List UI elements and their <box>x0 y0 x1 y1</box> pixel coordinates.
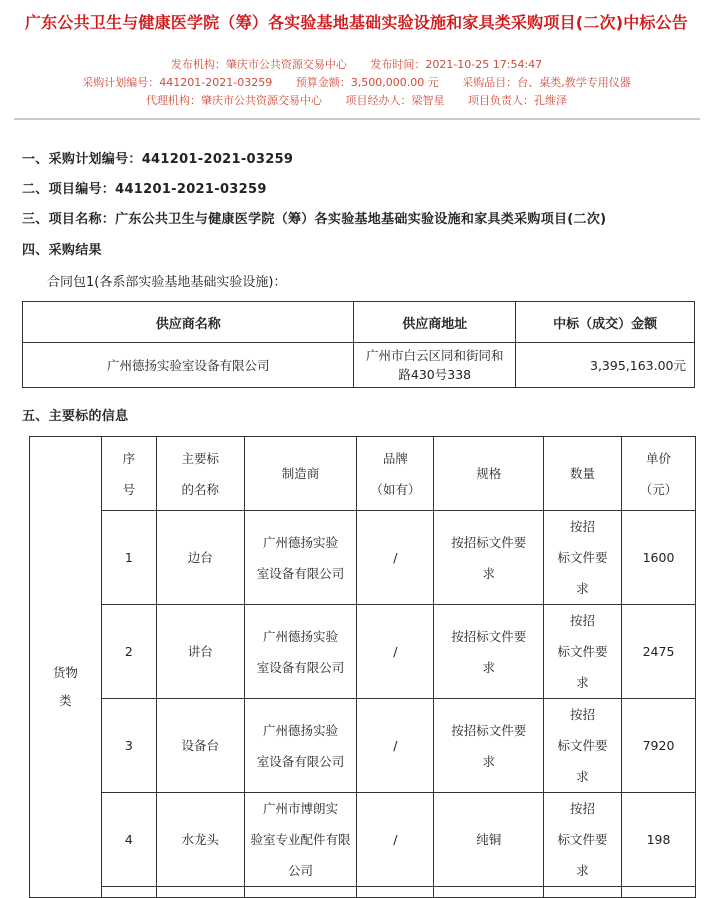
table-row <box>30 511 696 605</box>
items-table <box>29 436 696 898</box>
item-maker: 广州市博朗实 验室专业配件有限 公司 <box>244 793 357 887</box>
result-table-header <box>23 302 695 343</box>
header-qty: 数量 <box>544 437 622 511</box>
item-seq: 4 <box>101 793 156 887</box>
section-plan-number: 一、采购计划编号：441201-2021-03259 <box>22 152 294 167</box>
result-table <box>22 301 695 388</box>
item-brand: / <box>357 793 434 887</box>
category-cell: 货物 类 <box>30 437 102 898</box>
header-price: 单价 （元） <box>622 437 696 511</box>
publisher-text: 发布机构：肇庆市公共资源交易中心 <box>170 58 347 71</box>
header-maker: 制造商 <box>244 437 357 511</box>
section-main-items: 五、主要标的信息 <box>22 409 129 424</box>
section-results: 四、采购结果 <box>22 243 102 258</box>
header-supplier-name: 供应商名称 <box>23 302 354 343</box>
meta-line-agency <box>0 92 713 108</box>
item-qty: 按招 标文件要 求 <box>544 793 622 887</box>
section-project-name: 三、项目名称：广东公共卫生与健康医学院（筹）各实验基地基础实验设施和家具类采购项目(二次) <box>22 212 607 227</box>
item-spec: 按招标文件要 求 <box>434 699 544 793</box>
item-price: 198 <box>622 793 696 887</box>
table-row <box>30 699 696 793</box>
contract-package-label: 合同包1(各系部实验基地基础实验设施)： <box>47 275 287 290</box>
item-maker: 广州德扬实验 室设备有限公司 <box>244 699 357 793</box>
header-seq: 序 号 <box>101 437 156 511</box>
agency-text: 代理机构：肇庆市公共资源交易中心 <box>146 94 322 107</box>
item-maker: 广州德扬实验 室设备有限公司 <box>244 605 357 699</box>
table-row <box>30 793 696 887</box>
supplier-name: 广州德扬实验室设备有限公司 <box>23 343 354 388</box>
item-qty: 按招 标文件要 求 <box>544 699 622 793</box>
item-price: 1600 <box>622 511 696 605</box>
item-price: 2475 <box>622 605 696 699</box>
header-item-name: 主要标 的名称 <box>156 437 244 511</box>
item-brand: / <box>357 511 434 605</box>
header-amount: 中标（成交）金额 <box>516 302 695 343</box>
header-spec: 规格 <box>434 437 544 511</box>
item-name: 讲台 <box>156 605 244 699</box>
item-name: 水龙头 <box>156 793 244 887</box>
item-name: 边台 <box>156 511 244 605</box>
plan-number-text: 采购计划编号：441201-2021-03259 <box>82 76 273 89</box>
category-text: 采购品目：台、桌类,教学专用仪器 <box>462 76 631 89</box>
meta-line-publish <box>0 56 713 72</box>
item-seq: 2 <box>101 605 156 699</box>
table-row-partial <box>30 887 696 898</box>
item-spec: 按招标文件要 求 <box>434 605 544 699</box>
handler-text: 项目经办人：梁智星 <box>345 94 445 107</box>
item-seq: 1 <box>101 511 156 605</box>
header-brand: 品牌 （如有） <box>357 437 434 511</box>
meta-line-plan <box>0 74 713 90</box>
item-spec: 按招标文件要 求 <box>434 511 544 605</box>
publish-time-text: 发布时间：2021-10-25 17:54:47 <box>370 58 543 71</box>
item-price: 7920 <box>622 699 696 793</box>
page-title: 广东公共卫生与健康医学院（筹）各实验基地基础实验设施和家具类采购项目(二次)中标公告 <box>24 13 689 32</box>
item-name: 设备台 <box>156 699 244 793</box>
item-qty: 按招 标文件要 求 <box>544 511 622 605</box>
bid-amount: 3,395,163.00元 <box>516 343 695 388</box>
section-project-number: 二、项目编号：441201-2021-03259 <box>22 182 267 197</box>
supplier-address: 广州市白云区同和街同和 路430号338 <box>354 343 516 388</box>
header-supplier-address: 供应商地址 <box>354 302 516 343</box>
items-table-header <box>30 437 696 511</box>
item-brand: / <box>357 605 434 699</box>
item-maker: 广州德扬实验 室设备有限公司 <box>244 511 357 605</box>
item-qty: 按招 标文件要 求 <box>544 605 622 699</box>
manager-text: 项目负责人：孔维泽 <box>468 94 567 107</box>
table-row <box>30 605 696 699</box>
table-row <box>23 343 695 388</box>
item-seq: 3 <box>101 699 156 793</box>
header-divider <box>14 118 700 120</box>
item-brand: / <box>357 699 434 793</box>
item-spec: 纯铜 <box>434 793 544 887</box>
budget-text: 预算金额：3,500,000.00 元 <box>295 76 439 89</box>
